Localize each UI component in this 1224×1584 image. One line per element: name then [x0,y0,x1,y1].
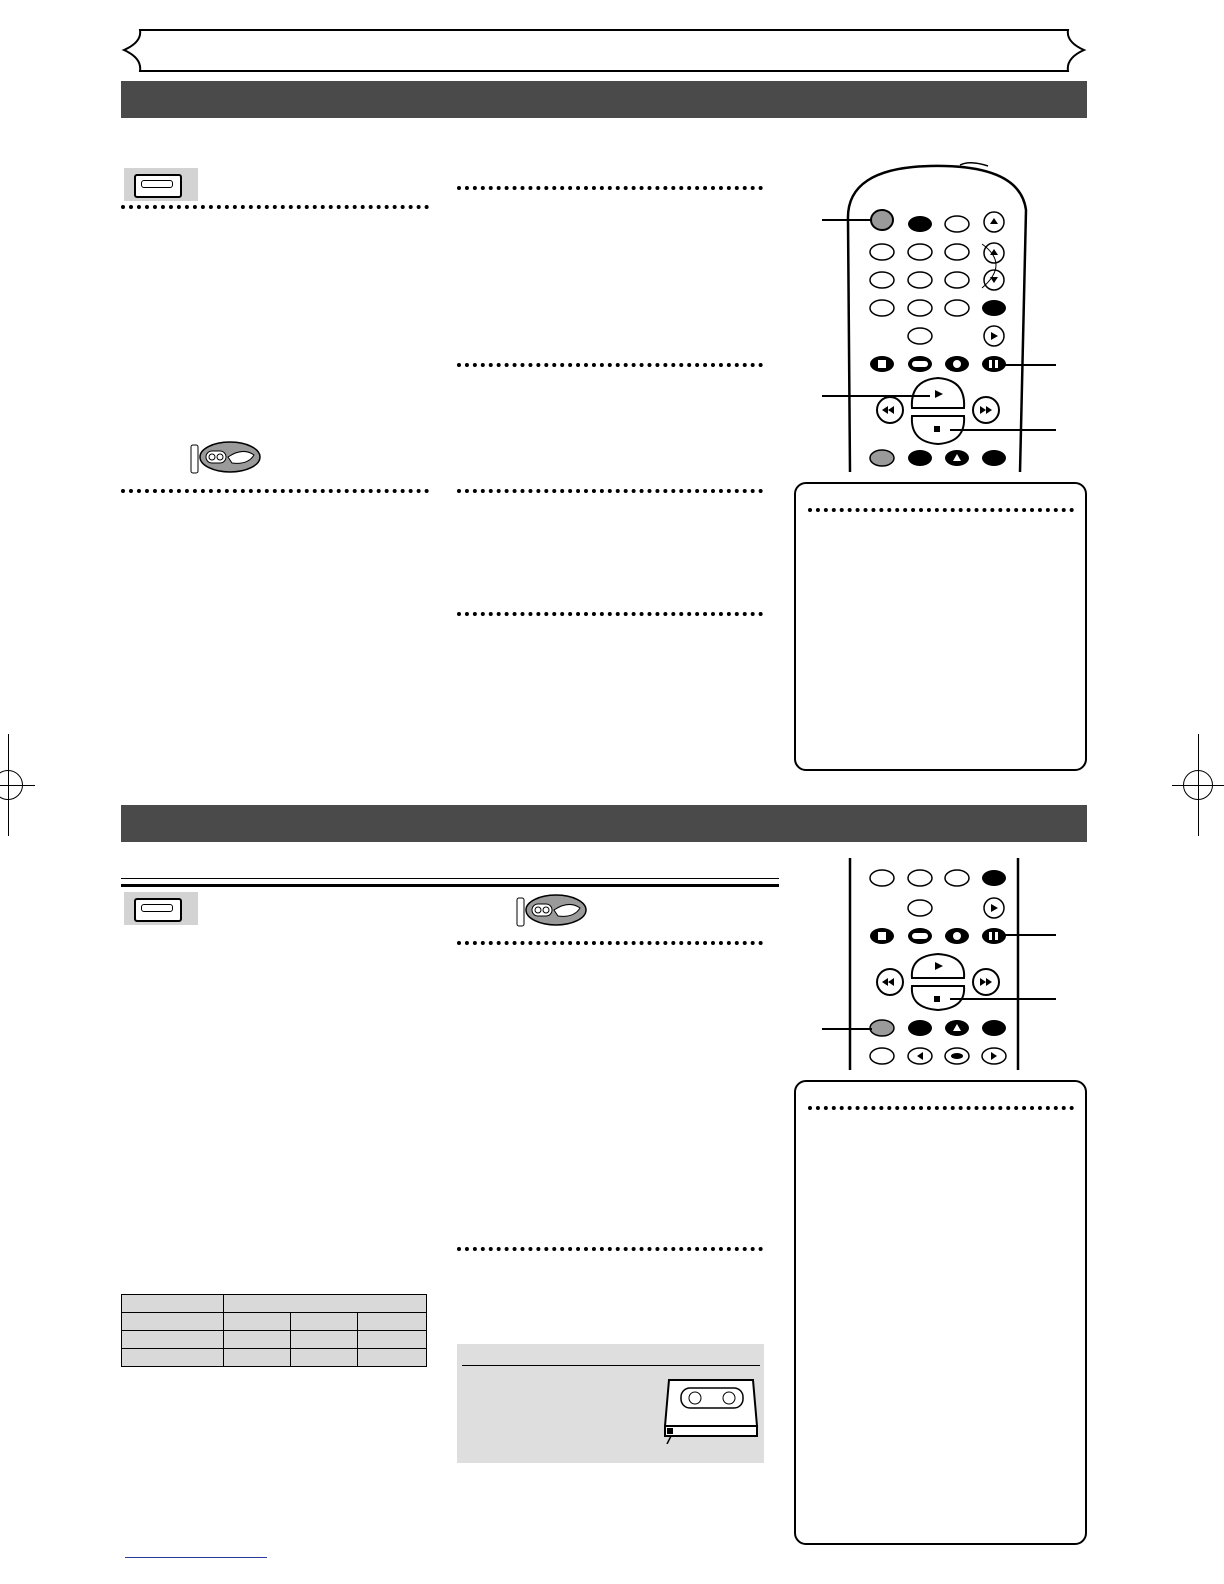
divider [457,186,763,190]
vhs-cassette-icon [124,892,198,925]
callout-line [822,219,872,221]
crop-mark-right-circle [1183,770,1213,800]
notice-box [457,1344,764,1463]
section-band-upper [121,81,1087,118]
callout-line [1004,364,1056,366]
notice-rule [462,1365,760,1366]
divider [808,508,1074,512]
note-panel-upper [794,482,1087,771]
section-band-lower [121,805,1087,842]
callout-line [822,1028,872,1030]
vhs-cassette-icon [124,168,198,201]
divider [457,1247,763,1251]
divider [457,612,763,616]
callout-line [950,998,1056,1000]
title-text [200,38,1000,62]
vcr-button-icon [188,441,262,475]
note-panel-lower [794,1080,1087,1545]
remote-control-icon [820,160,1060,472]
cassette-tab-icon [661,1374,759,1444]
remote-control-icon [820,858,1060,1070]
crop-mark-left-circle [0,770,23,800]
rule-double [121,878,779,887]
divider [121,205,429,209]
divider [457,363,763,367]
divider [457,489,763,493]
vcr-button-icon [514,894,588,928]
callout-line [950,429,1056,431]
divider [121,489,429,493]
speed-table [121,1294,427,1367]
footer-link-rule [125,1557,267,1558]
callout-line [822,395,930,397]
callout-line [1004,934,1056,936]
divider [808,1106,1074,1110]
divider [457,941,763,945]
